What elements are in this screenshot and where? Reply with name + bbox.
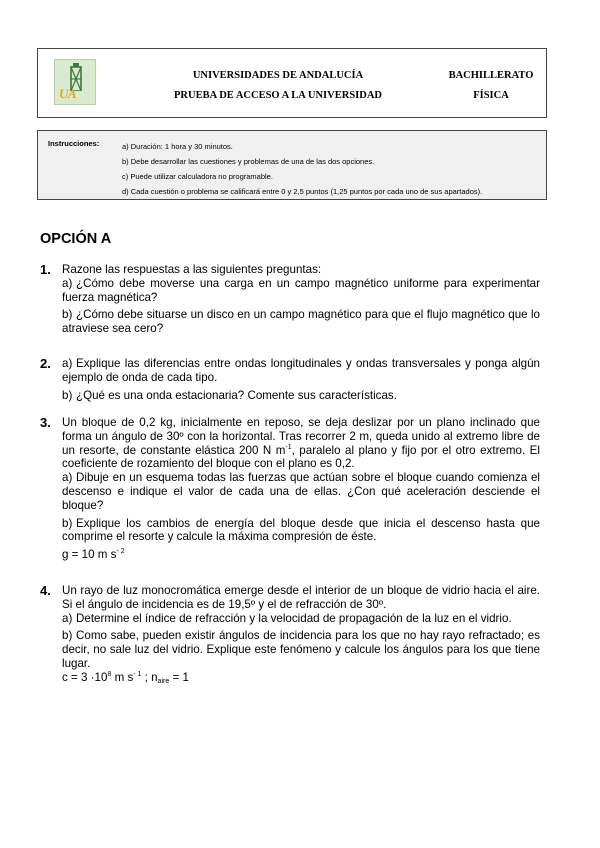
question-number: 3. <box>40 415 51 430</box>
section-title: OPCIÓN A <box>40 231 112 247</box>
question-1 <box>40 263 540 336</box>
question-text: Razone las respuestas a las siguientes preguntas: <box>62 263 322 276</box>
exam-header <box>37 48 547 118</box>
instructions-box <box>37 130 547 200</box>
question-number: 1. <box>40 262 51 277</box>
instruction-item: a) Duración: 1 hora y 30 minutos. <box>122 142 233 151</box>
question-text: Un rayo de luz monocromática emerge desde el interior de un bloque de vidrio hacia el aire. Si el ángulo de incidencia es de 19,5º y el de refracción de 30º. <box>62 584 540 611</box>
question-part: a) Explique las diferencias entre ondas longitudinales y ondas transversales y ponga algún ejemplo de onda de cada tipo. <box>62 357 540 384</box>
given-data: g = 10 m $s^{- 2}$ <box>62 548 125 562</box>
university-name: UNIVERSIDADES DE ANDALUCÍA <box>192 70 364 81</box>
question-part: a) Determine el índice de refracción y la velocidad de propagación de la luz en el vidrio. <box>62 611 512 625</box>
subject-label: FÍSICA <box>473 90 509 101</box>
given-data: $c = 3 \cdot 10^8$ m $s^{- 1}$ ; $n_{aire} = 1$ <box>62 670 189 685</box>
question-part: b) ¿Qué es una onda estacionaria? Comente sus características. <box>62 388 397 402</box>
question-2 <box>40 357 540 402</box>
question-part: b) Explique los cambios de energía del bloque desde que inicia el descenso hasta que comprime el resorte y calcule la máxima compresión de éste. <box>62 516 540 544</box>
instruction-item: b) Debe desarrollar las cuestiones y problemas de una de las dos opciones. <box>122 157 375 166</box>
instruction-item: d) Cada cuestión o problema se calificará entre 0 y 2,5 puntos (1,25 puntos por cada uno de sus apartados). <box>122 187 483 196</box>
question-number: 2. <box>40 356 51 371</box>
question-part: b) ¿Cómo debe situarse un disco en un campo magnético para que el flujo magnético que lo atraviese sea cero? <box>62 308 540 336</box>
logo-letters: UA <box>59 86 77 101</box>
instruction-item: c) Puede utilizar calculadora no programable. <box>122 172 273 181</box>
question-part: a) Dibuje en un esquema todas las fuerzas que actúan sobre el bloque cuando comienza el descenso e indique el valor de cada una de ellas. ¿Con qué aceleración desciende el bloque? <box>62 471 540 512</box>
instructions-list <box>122 139 542 199</box>
question-3 <box>40 416 540 562</box>
question-number: 4. <box>40 583 51 598</box>
question-part: b) Como sabe, pueden existir ángulos de incidencia para los que no hay rayo refractado; es decir, no sale luz del vidrio. Explique este fenómeno y calcule los ángulos para los que tiene lugar. <box>62 629 540 670</box>
level-label: BACHILLERATO <box>448 70 534 81</box>
instructions-label: Instrucciones: <box>48 139 100 148</box>
exam-name: PRUEBA DE ACCESO A LA UNIVERSIDAD <box>173 90 382 101</box>
question-part: a) ¿Cómo debe moverse una carga en un campo magnético uniforme para experimentar fuerza magnética? <box>62 276 540 304</box>
question-text: Un bloque de 0,2 kg, inicialmente en reposo, se deja deslizar por un plano inclinado que forma un ángulo de 30º con la horizontal. Tras recorrer 2 m, queda unido al extremo libre de un resorte, de constante elástica 200 N $m^{-1}$, paralelo al plano y fijo por el otro extremo. El coeficiente de rozamiento del bloque con el plano es 0,2. <box>62 416 540 471</box>
university-logo <box>54 59 96 105</box>
question-4 <box>40 584 540 685</box>
